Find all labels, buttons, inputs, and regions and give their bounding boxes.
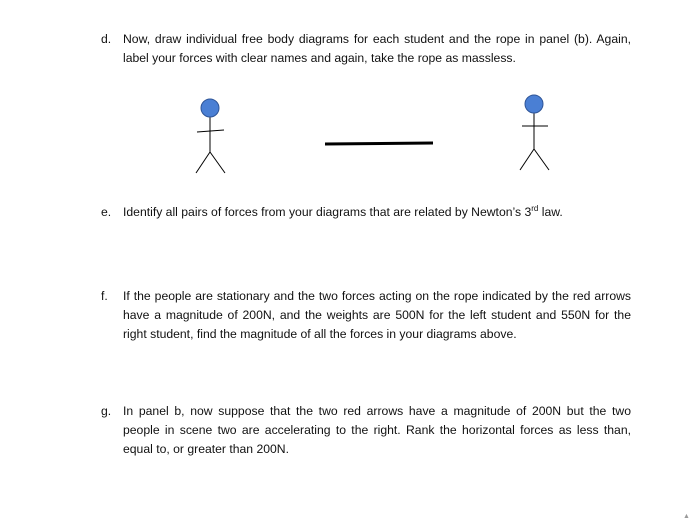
question-f-text: If the people are stationary and the two forces acting on the rope indicated by the red arrows have a magnitude of 200N, and the weights are 500N for the left student and 550N for the right student, find the magnitude of all the forces in your diagrams above.: [123, 289, 631, 341]
question-f-label: f.: [101, 289, 108, 303]
right-student-left-leg: [520, 149, 534, 170]
question-g: [101, 402, 631, 459]
left-student-right-leg: [210, 152, 225, 173]
question-f: [101, 287, 631, 344]
rope: [325, 143, 433, 144]
right-student-head: [525, 95, 543, 113]
right-student-right-leg: [534, 149, 549, 170]
left-student-head: [201, 99, 219, 117]
question-d-text: Now, draw individual free body diagrams for each student and the rope in panel (b). Again, label your forces with clear names and again, take the rope as massless.: [123, 32, 631, 65]
question-e-text: [123, 203, 631, 222]
left-student-left-leg: [196, 152, 210, 173]
question-d: [101, 30, 631, 68]
question-e-label: e.: [101, 205, 112, 219]
question-e-text-end: law.: [538, 205, 563, 219]
question-d-label: d.: [101, 32, 112, 46]
corner-mark-icon: ▲: [683, 513, 690, 520]
question-e-superscript: rd: [531, 203, 539, 213]
question-g-text: In panel b, now suppose that the two red arrows have a magnitude of 200N but the two people in scene two are accelerating to the right. Rank the horizontal forces as less than, equal to, or greater than 200N.: [123, 404, 631, 456]
right-student-figure: [520, 95, 549, 170]
question-g-label: g.: [101, 404, 112, 418]
question-e: [101, 203, 631, 222]
left-student-figure: [196, 99, 225, 173]
question-e-text-start: Identify all pairs of forces from your diagrams that are related by Newton’s 3: [123, 205, 532, 219]
